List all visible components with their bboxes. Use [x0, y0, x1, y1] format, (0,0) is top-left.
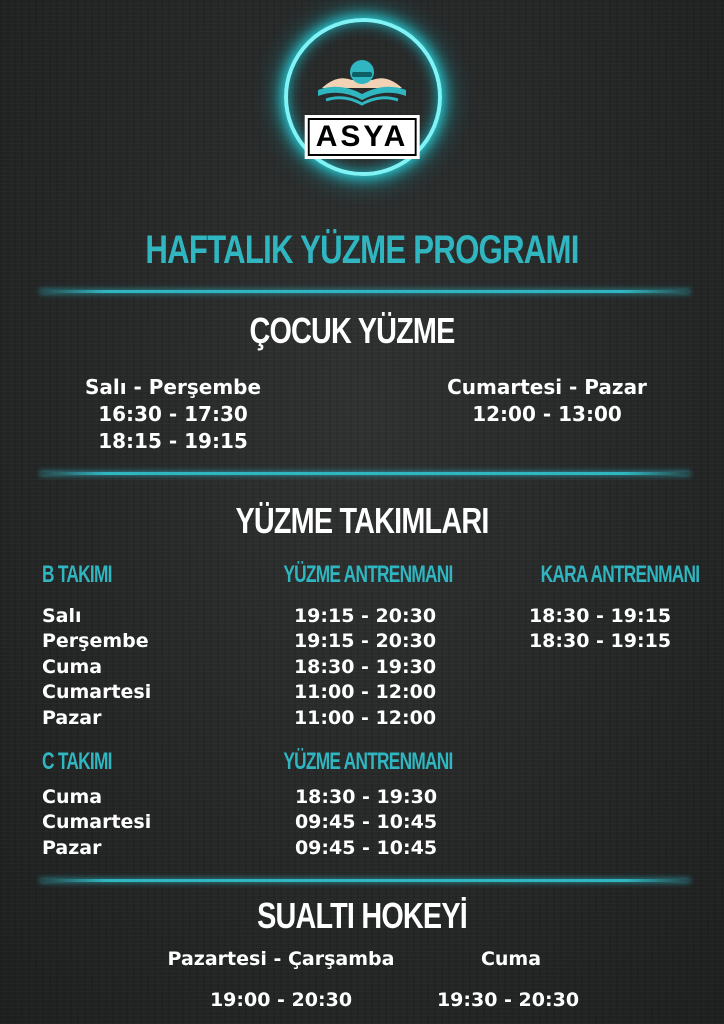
b-day: Cumartesi — [42, 681, 152, 703]
b-day: Cuma — [42, 656, 103, 678]
cocuk-right-time: 12:00 - 13:00 — [472, 402, 622, 426]
cocuk-heading: ÇOCUK YÜZME — [249, 310, 455, 351]
hokey-heading: SUALTI HOKEYİ — [257, 895, 467, 936]
b-land-header: KARA ANTRENMANI — [540, 561, 700, 588]
c-swim-time: 09:45 - 10:45 — [294, 811, 438, 833]
hokey-right-time: 19:30 - 20:30 — [436, 989, 580, 1011]
b-day: Perşembe — [42, 630, 149, 652]
b-swim-time: 19:15 - 20:30 — [293, 605, 437, 627]
page-title: HAFTALIK YÜZME PROGRAMI — [145, 228, 579, 272]
hokey-left-time: 19:00 - 20:30 — [209, 989, 353, 1011]
b-swim-time: 18:30 - 19:30 — [293, 656, 437, 678]
logo-text: ASYA — [308, 118, 417, 156]
b-day: Pazar — [42, 707, 102, 729]
takimlar-heading: YÜZME TAKIMLARI — [235, 500, 489, 541]
divider — [40, 290, 690, 293]
c-swim-time: 09:45 - 10:45 — [294, 837, 438, 859]
cocuk-left-time: 18:15 - 19:15 — [98, 429, 248, 453]
b-swim-time: 11:00 - 12:00 — [293, 681, 437, 703]
b-swim-header: YÜZME ANTRENMANI — [283, 561, 453, 588]
c-day: Pazar — [42, 837, 102, 859]
divider — [40, 879, 690, 882]
b-swim-time: 11:00 - 12:00 — [293, 707, 437, 729]
c-swim-header: YÜZME ANTRENMANI — [283, 748, 453, 775]
b-land-time: 18:30 - 19:15 — [528, 605, 672, 627]
b-team-name: B TAKIMI — [42, 561, 112, 588]
b-land-time: 18:30 - 19:15 — [528, 630, 672, 652]
c-swim-time: 18:30 - 19:30 — [294, 786, 438, 808]
c-team-name: C TAKIMI — [42, 748, 112, 775]
c-day: Cumartesi — [42, 811, 152, 833]
cocuk-left-days: Salı - Perşembe — [84, 375, 262, 399]
cocuk-right-days: Cumartesi - Pazar — [447, 375, 647, 399]
swimmer-icon — [312, 52, 412, 112]
b-swim-time: 19:15 - 20:30 — [293, 630, 437, 652]
b-day: Salı — [42, 605, 82, 627]
c-day: Cuma — [42, 786, 103, 808]
cocuk-left-time: 16:30 - 17:30 — [98, 402, 248, 426]
hokey-right-days: Cuma — [480, 948, 542, 970]
hokey-left-days: Pazartesi - Çarşamba — [167, 948, 395, 970]
divider — [40, 472, 690, 475]
